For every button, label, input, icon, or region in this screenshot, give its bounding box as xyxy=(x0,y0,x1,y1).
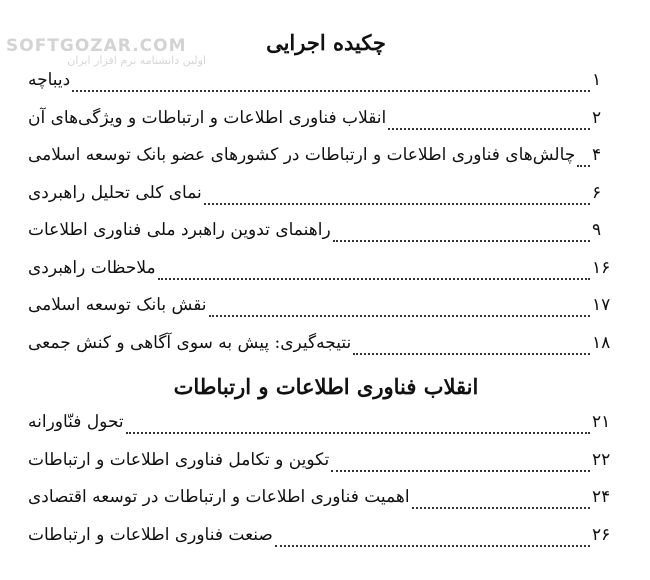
toc-entry-page-number: ۱۸ xyxy=(592,332,611,353)
toc-page xyxy=(26,0,626,580)
toc-leader-dots xyxy=(158,264,590,280)
toc-entry[interactable] xyxy=(26,220,626,248)
toc-entry-title: اهمیت فناوری اطلاعات و ارتباطات در توسعه اقتصادی xyxy=(28,487,410,507)
toc-leader-dots xyxy=(353,339,590,355)
toc-entry-title: تکوین و تکامل فناوری اطلاعات و ارتباطات xyxy=(28,449,330,470)
toc-entry[interactable] xyxy=(26,108,626,136)
toc-entry-title: نتیجه‌گیری: پیش به سوی آگاهی و کنش جمعی xyxy=(28,332,352,353)
toc-entry-page-number: ۹ xyxy=(592,220,602,240)
toc-entry[interactable] xyxy=(26,183,626,211)
toc-entry-title: راهنمای تدوین راهبرد ملی فناوری اطلاعات xyxy=(28,220,331,240)
section-heading-executive-summary: چکیده اجرایی xyxy=(266,30,386,55)
toc-leader-dots xyxy=(333,226,590,242)
toc-entry-page-number: ۲ xyxy=(592,107,602,128)
toc-entry-title: دیباچه xyxy=(28,70,71,90)
watermark-logo-text: SOFTGOZAR.COM xyxy=(6,36,187,56)
toc-entry-title: نقش بانک توسعه اسلامی xyxy=(28,295,207,315)
toc-entry-title: چالش‌های فناوری اطلاعات و ارتباطات در کشورهای عضو بانک توسعه اسلامی xyxy=(28,145,576,165)
toc-leader-dots xyxy=(204,189,590,205)
toc-entry[interactable] xyxy=(26,333,626,361)
toc-entry[interactable] xyxy=(26,412,626,440)
toc-leader-dots xyxy=(331,456,590,472)
toc-entry-title: نمای کلی تحلیل راهبردی xyxy=(28,182,202,203)
toc-entry[interactable] xyxy=(26,450,626,478)
toc-leader-dots xyxy=(72,76,590,92)
toc-entry-title: صنعت فناوری اطلاعات و ارتباطات xyxy=(28,524,273,545)
toc-entry-page-number: ۲۶ xyxy=(592,524,611,545)
toc-entry-title: انقلاب فناوری اطلاعات و ارتباطات و ویژگی‌های آن xyxy=(28,107,387,128)
toc-leader-dots xyxy=(388,114,590,130)
section-heading-ict-revolution: انقلاب فناوری اطلاعات و ارتباطات xyxy=(173,374,479,399)
toc-leader-dots xyxy=(209,301,590,317)
toc-entry-page-number: ۲۴ xyxy=(592,487,611,507)
toc-entry-title: ملاحظات راهبردی xyxy=(28,257,156,278)
toc-entry-page-number: ۱۷ xyxy=(592,295,611,315)
toc-entry[interactable] xyxy=(26,295,626,323)
toc-entry[interactable] xyxy=(26,145,626,173)
toc-entry[interactable] xyxy=(26,70,626,98)
toc-entry-page-number: ۱ xyxy=(592,70,602,90)
toc-leader-dots xyxy=(126,418,590,434)
toc-entry-page-number: ۱۶ xyxy=(592,257,611,278)
toc-entry-page-number: ۶ xyxy=(592,182,602,203)
toc-entry[interactable] xyxy=(26,487,626,515)
toc-leader-dots xyxy=(577,151,590,167)
toc-entry-page-number: ۴ xyxy=(592,145,602,165)
toc-entry[interactable] xyxy=(26,525,626,553)
toc-entry-page-number: ۲۲ xyxy=(592,449,611,470)
toc-entry-title: تحول فنّاورانه xyxy=(28,412,124,432)
toc-entry[interactable] xyxy=(26,258,626,286)
toc-leader-dots xyxy=(275,531,590,547)
toc-leader-dots xyxy=(412,493,590,509)
watermark-tagline: اولین دانشنامه نرم افزار ایران xyxy=(67,54,206,67)
toc-entry-page-number: ۲۱ xyxy=(592,412,611,432)
